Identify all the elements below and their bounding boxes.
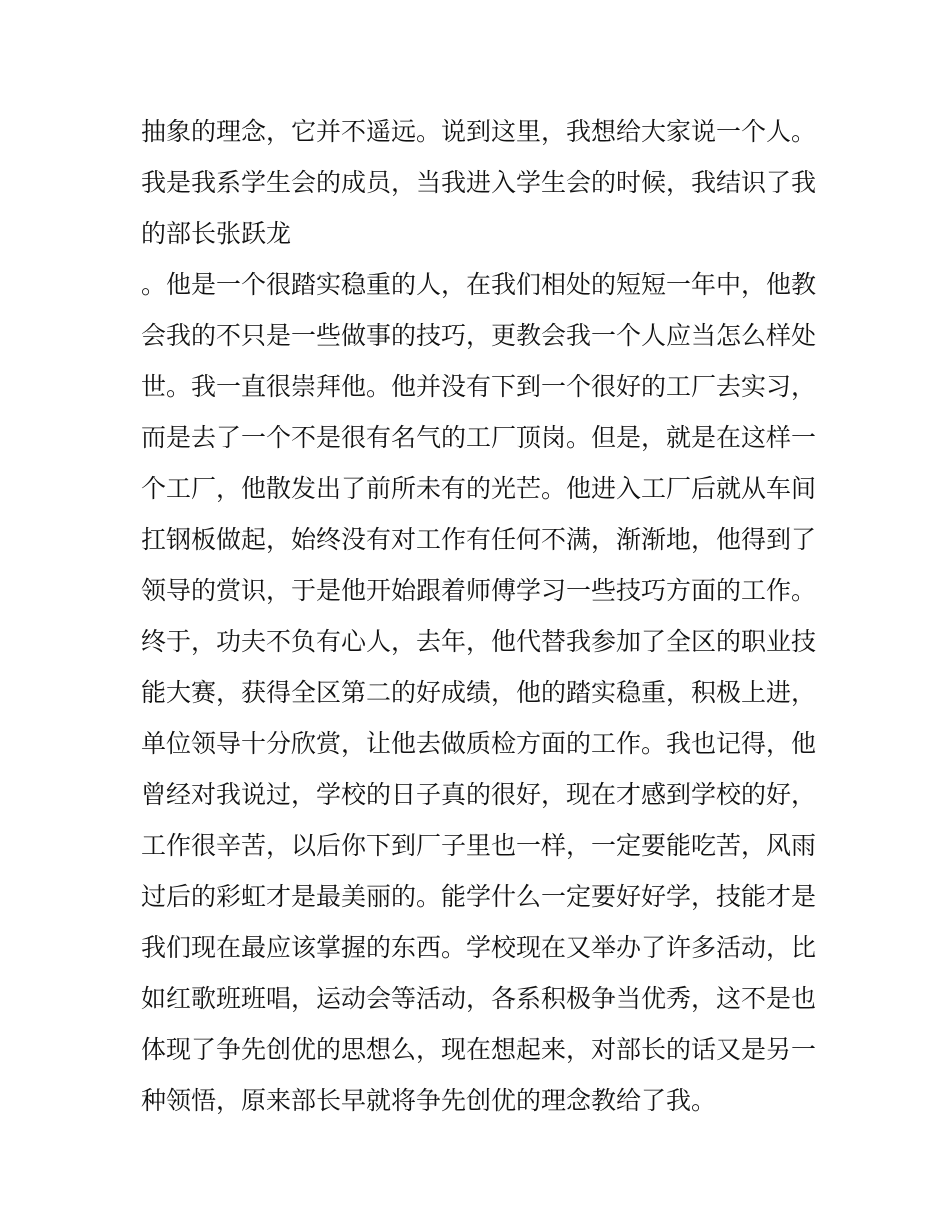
text-line: 如红歌班班唱，运动会等活动，各系积极争当优秀，这不是也 [141, 984, 817, 1013]
text-line: 抽象的理念，它并不遥远。说到这里，我想给大家说一个人。 [141, 117, 817, 146]
text-line: 。他是一个很踏实稳重的人，在我们相处的短短一年中，他教 [141, 270, 817, 299]
text-line: 的部长张跃龙 [141, 219, 292, 248]
text-line: 单位领导十分欣赏，让他去做质检方面的工作。我也记得，他 [141, 729, 817, 758]
text-line: 种领悟，原来部长早就将争先创优的理念教给了我。 [141, 1086, 717, 1115]
text-line: 会我的不只是一些做事的技巧，更教会我一个人应当怎么样处 [141, 321, 817, 350]
text-line: 工作很辛苦，以后你下到厂子里也一样，一定要能吃苦，风雨 [141, 831, 817, 860]
text-line: 终于，功夫不负有心人，去年，他代替我参加了全区的职业技 [141, 627, 817, 656]
text-line: 我是我系学生会的成员，当我进入学生会的时候，我结识了我 [141, 168, 817, 197]
text-line: 曾经对我说过，学校的日子真的很好，现在才感到学校的好， [141, 780, 817, 809]
body-text [141, 106, 821, 1126]
text-line: 个工厂，他散发出了前所未有的光芒。他进入工厂后就从车间 [141, 474, 817, 503]
text-line: 而是去了一个不是很有名气的工厂顶岗。但是，就是在这样一 [141, 423, 817, 452]
text-line: 过后的彩虹才是最美丽的。能学什么一定要好好学，技能才是 [141, 882, 817, 911]
text-line: 扛钢板做起，始终没有对工作有任何不满，渐渐地，他得到了 [141, 525, 817, 554]
text-line: 世。我一直很崇拜他。他并没有下到一个很好的工厂去实习， [141, 372, 817, 401]
text-line: 我们现在最应该掌握的东西。学校现在又举办了许多活动，比 [141, 933, 817, 962]
text-line: 领导的赏识，于是他开始跟着师傅学习一些技巧方面的工作。 [141, 576, 817, 605]
text-line: 体现了争先创优的思想么，现在想起来，对部长的话又是另一 [141, 1035, 817, 1064]
text-line: 能大赛，获得全区第二的好成绩，他的踏实稳重，积极上进， [141, 678, 817, 707]
